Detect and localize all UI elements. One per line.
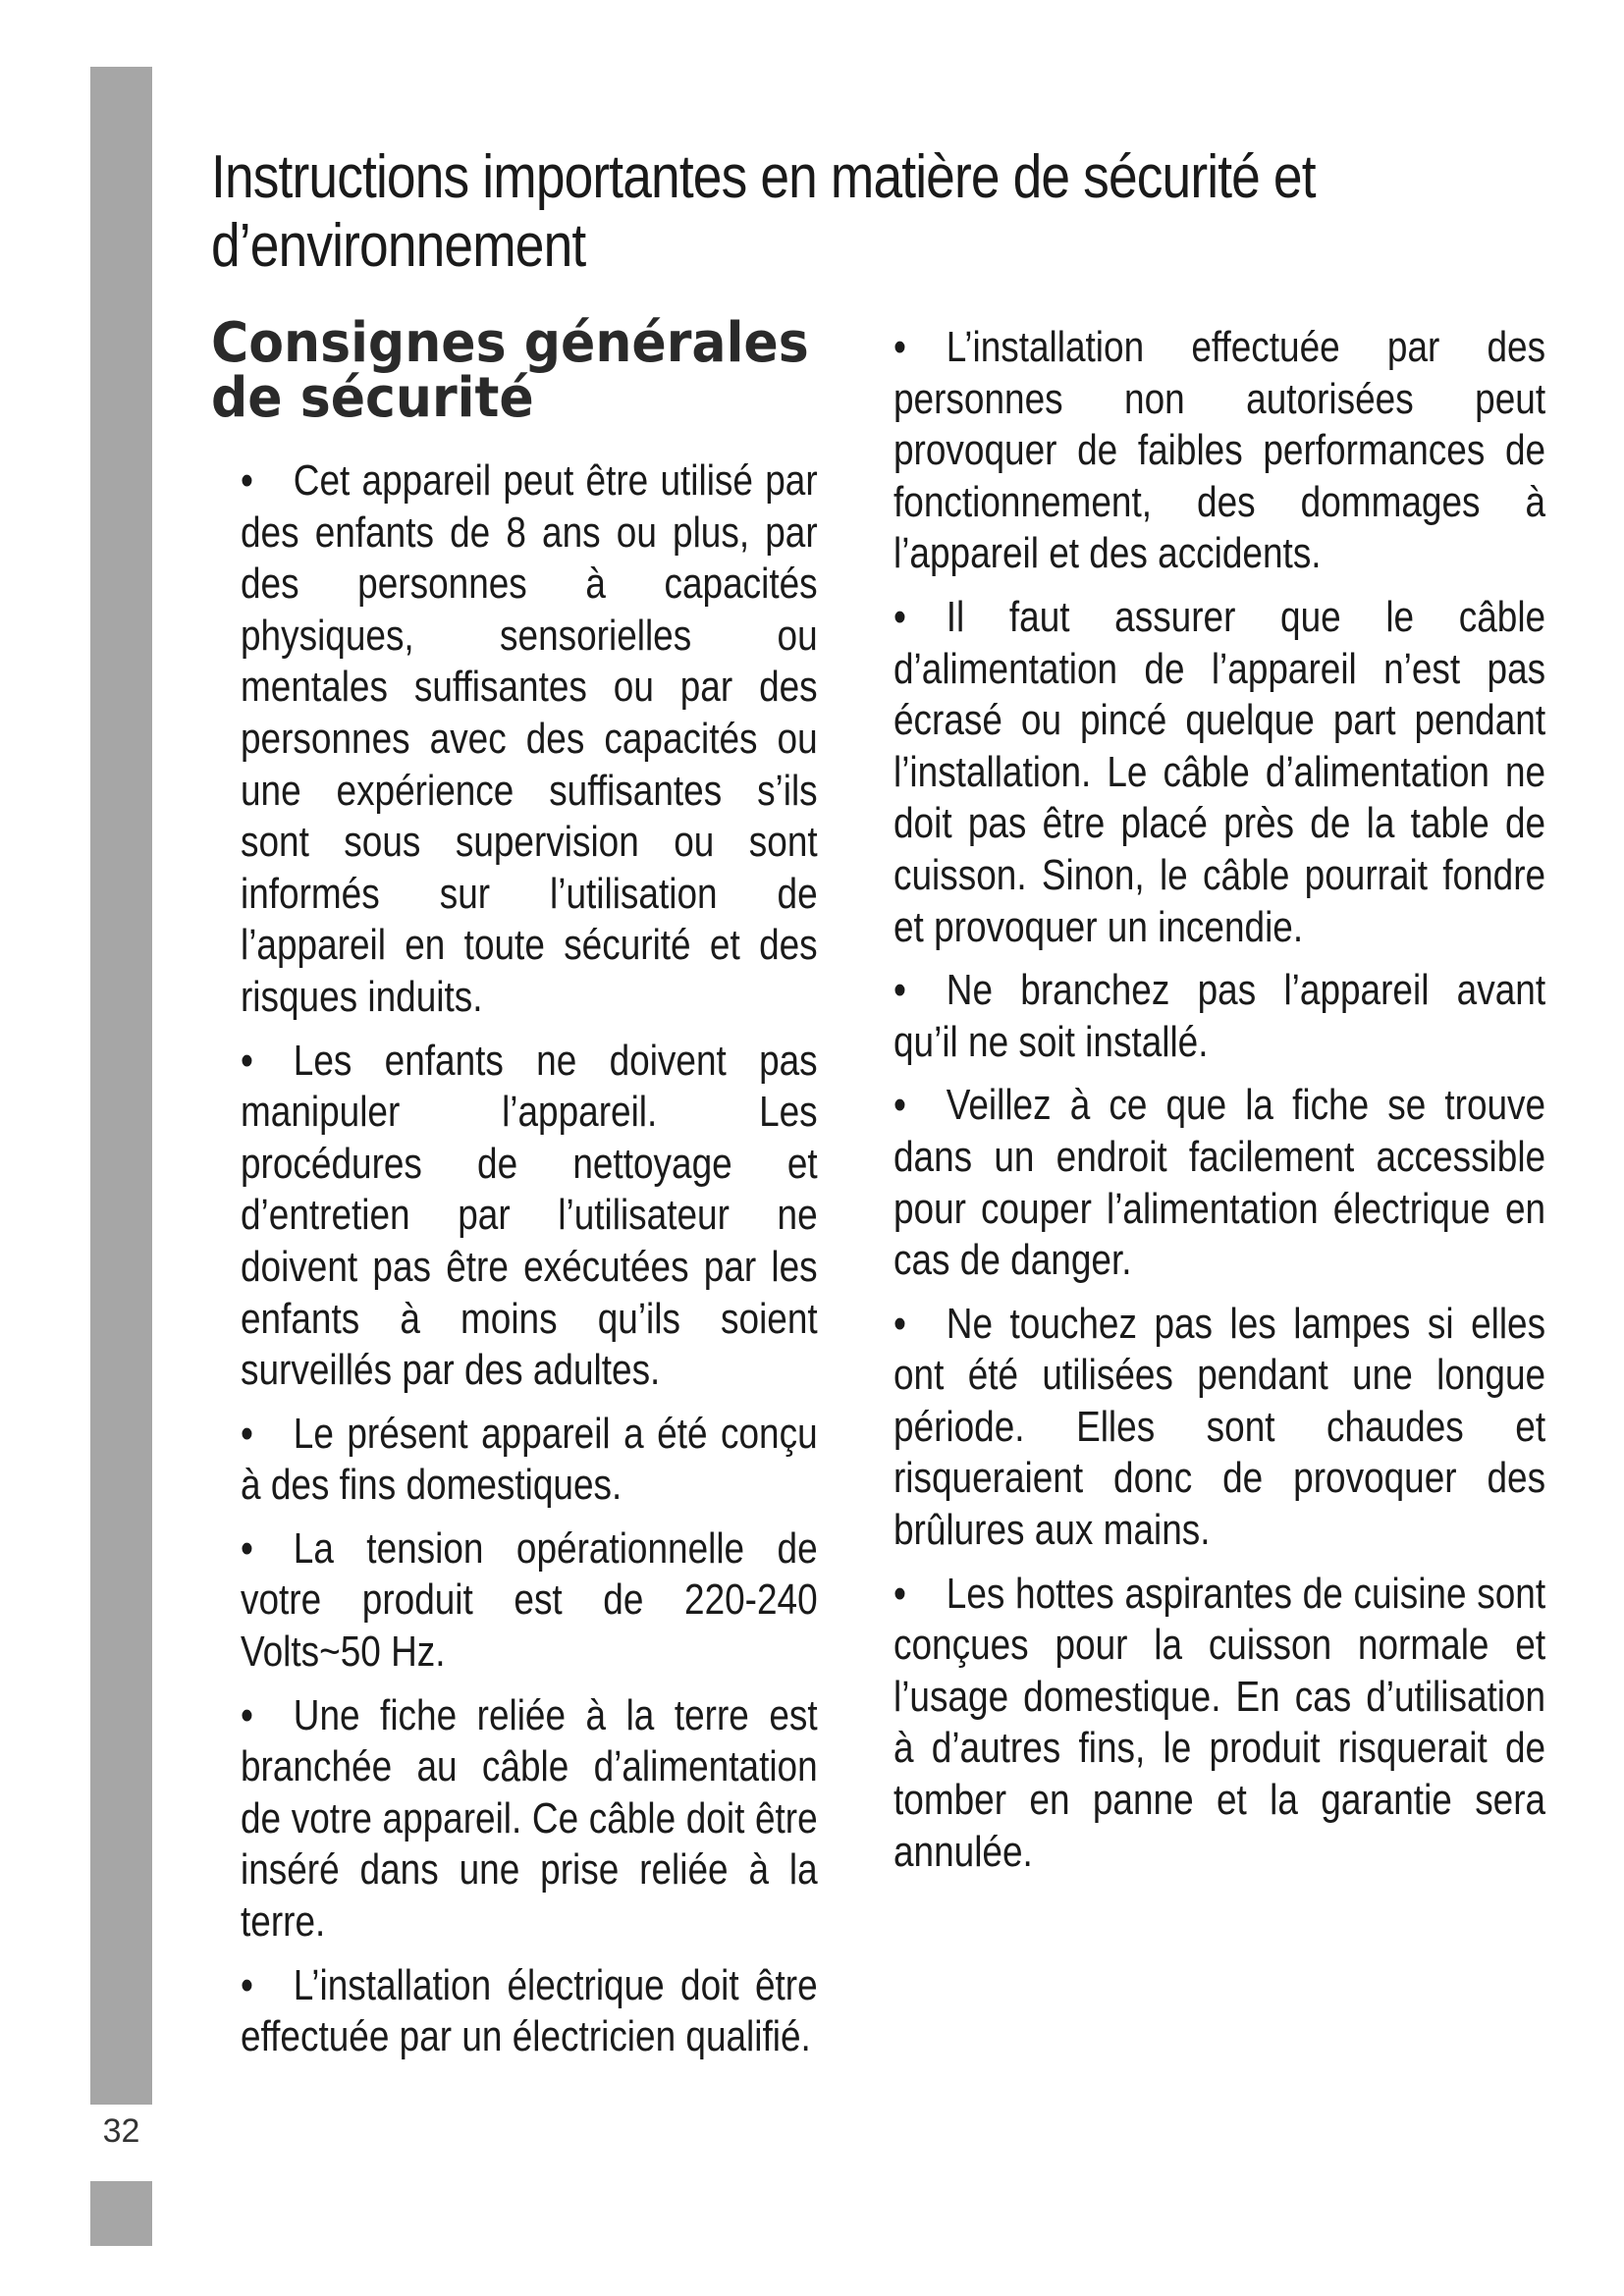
list-item (893, 1080, 1545, 1286)
list-item-text: Le présent appareil a été conçu à des fins domestiques. (241, 1409, 818, 1510)
bullet-icon: • (893, 592, 906, 641)
bullet-icon: • (893, 1081, 906, 1130)
list-item-text: Cet appareil peut être utilisé par des enfants de 8 ans ou plus, par des personnes à capacités physiques, sensorielles ou mentales suffisantes ou par des personnes avec des capacités ou une expérience suffisantes s’ils sont sous supervision ou sont informés sur l’utilisation de l’appareil en toute sécurité et des risques induits. (241, 456, 818, 1021)
list-item-text: L’installation effectuée par des personnes non autorisées peut provoquer de faibles performances de fonctionnement, des dommages à l’appareil et des accidents. (893, 323, 1546, 578)
list-item-text: Les hottes aspirantes de cuisine sont conçues pour la cuisson normale et l’usage domestique. En cas d’utilisation à d’autres fins, le produit risquerait de tomber en panne et la garantie sera annulée. (893, 1569, 1546, 1876)
left-bullet-list (211, 455, 889, 2063)
bullet-icon: • (893, 966, 906, 1015)
right-column (893, 322, 1551, 1890)
bullet-icon: • (241, 1690, 253, 1739)
bullet-icon: • (893, 1569, 906, 1618)
list-item-text: L’installation électrique doit être effectuée par un électricien qualifié. (241, 1960, 818, 2061)
bullet-icon: • (241, 1409, 253, 1458)
list-item-text: Une fiche reliée à la terre est branchée au câble d’alimentation de votre appareil. Ce câble doit être inséré dans une prise reliée à la terre. (241, 1690, 818, 1947)
section-title-line-1: Consignes générales (211, 311, 809, 375)
list-item-text: Les enfants ne doivent pas manipuler l’appareil. Les procédures de nettoyage et d’entretien par l’utilisateur ne doivent pas être exécutées par les enfants à moins qu’ils soient surveillés par des adultes. (241, 1036, 818, 1395)
list-item (241, 1690, 818, 1949)
bullet-icon: • (241, 1523, 253, 1573)
list-item (241, 1960, 818, 2063)
side-bar-top (90, 67, 152, 2105)
list-item (893, 1299, 1545, 1557)
list-item (893, 322, 1545, 580)
list-item (241, 1523, 818, 1679)
list-item-text: Ne touchez pas les lampes si elles ont été utilisées pendant une longue période. Elles sont chaudes et risqueraient donc de provoquer des brûlures aux mains. (893, 1299, 1546, 1555)
list-item-text: Veillez à ce que la fiche se trouve dans un endroit facilement accessible pour couper l’alimentation électrique en cas de danger. (893, 1081, 1546, 1285)
page-number: 32 (102, 2112, 140, 2150)
side-bar-bottom (90, 2181, 152, 2246)
left-column (211, 311, 889, 2075)
page-title: Instructions importantes en matière de sécurité et d’environnement (211, 143, 1316, 280)
list-item (893, 965, 1545, 1068)
list-item-text: La tension opérationnelle de votre produit est de 220-240 Volts~50 Hz. (241, 1523, 818, 1677)
section-title-line-2: de sécurité (211, 366, 534, 430)
list-item (893, 592, 1545, 953)
list-item (893, 1569, 1545, 1879)
bullet-icon: • (241, 456, 253, 505)
bullet-icon: • (241, 1036, 253, 1085)
section-title (211, 311, 841, 430)
bullet-icon: • (241, 1960, 253, 2009)
right-bullet-list (893, 322, 1551, 1878)
list-item (241, 1036, 818, 1397)
bullet-icon: • (893, 323, 906, 371)
list-item-text: Il faut assurer que le câble d’alimentation de l’appareil n’est pas écrasé ou pincé quelque part pendant l’installation. Le câble d’alimentation ne doit pas être placé près de la table de cuisson. Sinon, le câble pourrait fondre et provoquer un incendie. (893, 592, 1546, 951)
list-item-text: Ne branchez pas l’appareil avant qu’il ne soit installé. (893, 966, 1546, 1066)
list-item (241, 1409, 818, 1512)
bullet-icon: • (893, 1299, 906, 1348)
list-item (241, 455, 818, 1024)
